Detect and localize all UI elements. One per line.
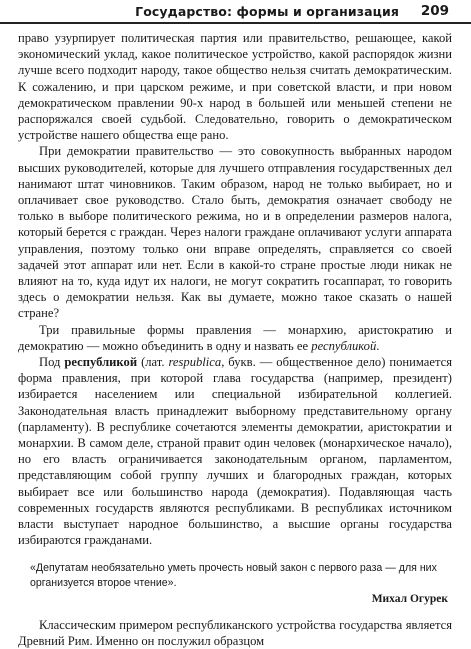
header-rule xyxy=(0,22,471,24)
epigraph-quote xyxy=(30,561,448,607)
quote-text: «Депутатам необязательно уметь прочесть новый закон с первого раза — для них организуется второе чтение». xyxy=(30,561,437,589)
period: . xyxy=(376,338,380,353)
running-head xyxy=(0,0,471,26)
latin-term: respublica xyxy=(168,355,222,370)
paragraph-continued: право узурпирует политическая партия или правительство, решающее, какой экономический уклад, какое политическое устройство, какой распорядок жизни лучше всего подходит народу, такое общество нельзя считать демократическим. К сожалению, и при царском режиме, и при советской власти, и при новом демократическом правлении 90-х народ в большей или меньшей степени не распоряжался своей судьбой. Следовательно, говорить о демократическом устройстве нашего общества еще рано. xyxy=(18,31,452,143)
term-republic-bold: республикой xyxy=(64,355,138,370)
definition-text: , букв. — общественное дело) понимается форма правления, при которой глава государства (например, президент) избирается населением или специальной избирательной коллегией. Законодательная власть принадлежит выборному представительному органу (парламенту). В республике сочетаются элементы демократии, аристократии и монархии. В самом деле, страной правит один человек (монархическое начало), но его власть ограничивается законодательным органом, парламентом, представляющим собой группу лучших и благородных граждан, которых выбирает все или большинство народа (демократия). Подавляющая часть современных государств являются республиками. В республиках источником власти выступает народное большинство, а высшие органы государства избираются гражданами. xyxy=(18,355,452,548)
definition-prefix: Под xyxy=(39,355,65,370)
paragraph-democracy-government: При демократии правительство — это совокупность выбранных народом высших руководителей, которые для лучшего отправления государственных дел нанимают штат чиновников. Таким образом, народ не только выбирает, но и оплачивает свое руководство. Стало быть, демократия означает свободу не только в выборе политического режима, но и в определении размеров налога, который берется с граждан. Через налоги граждане оплачивают услуги аппарата управления, поэтому только они вправе определять, справляется со своей задачей этот аппарат или нет. Если в какой-то стране простые люди никак не влияют на то, куда идут их налоги, не могут сократить госаппарат, то говорить здесь о демократии нельзя. Как вы думаете, можно такое сказать о нашей стране? xyxy=(18,144,452,321)
page-number: 209 xyxy=(417,3,453,19)
latin-prefix: (лат. xyxy=(137,355,169,370)
paragraph-ancient-rome: Классическим примером республиканского устройства государства является Древний Рим. Именно он послужил образцом xyxy=(18,617,452,648)
page-body xyxy=(18,30,452,649)
term-republic-italic: республикой xyxy=(311,338,377,353)
paragraph-three-forms-text: Три правильные формы правления — монархию, аристократию и демократию — можно объединить в одну и назвать ее xyxy=(18,322,452,353)
chapter-title: Государство: формы и организация xyxy=(129,4,405,19)
quote-author: Михал Огурек xyxy=(371,592,448,605)
paragraph-three-forms xyxy=(18,322,452,354)
paragraph-republic-definition xyxy=(18,354,452,548)
